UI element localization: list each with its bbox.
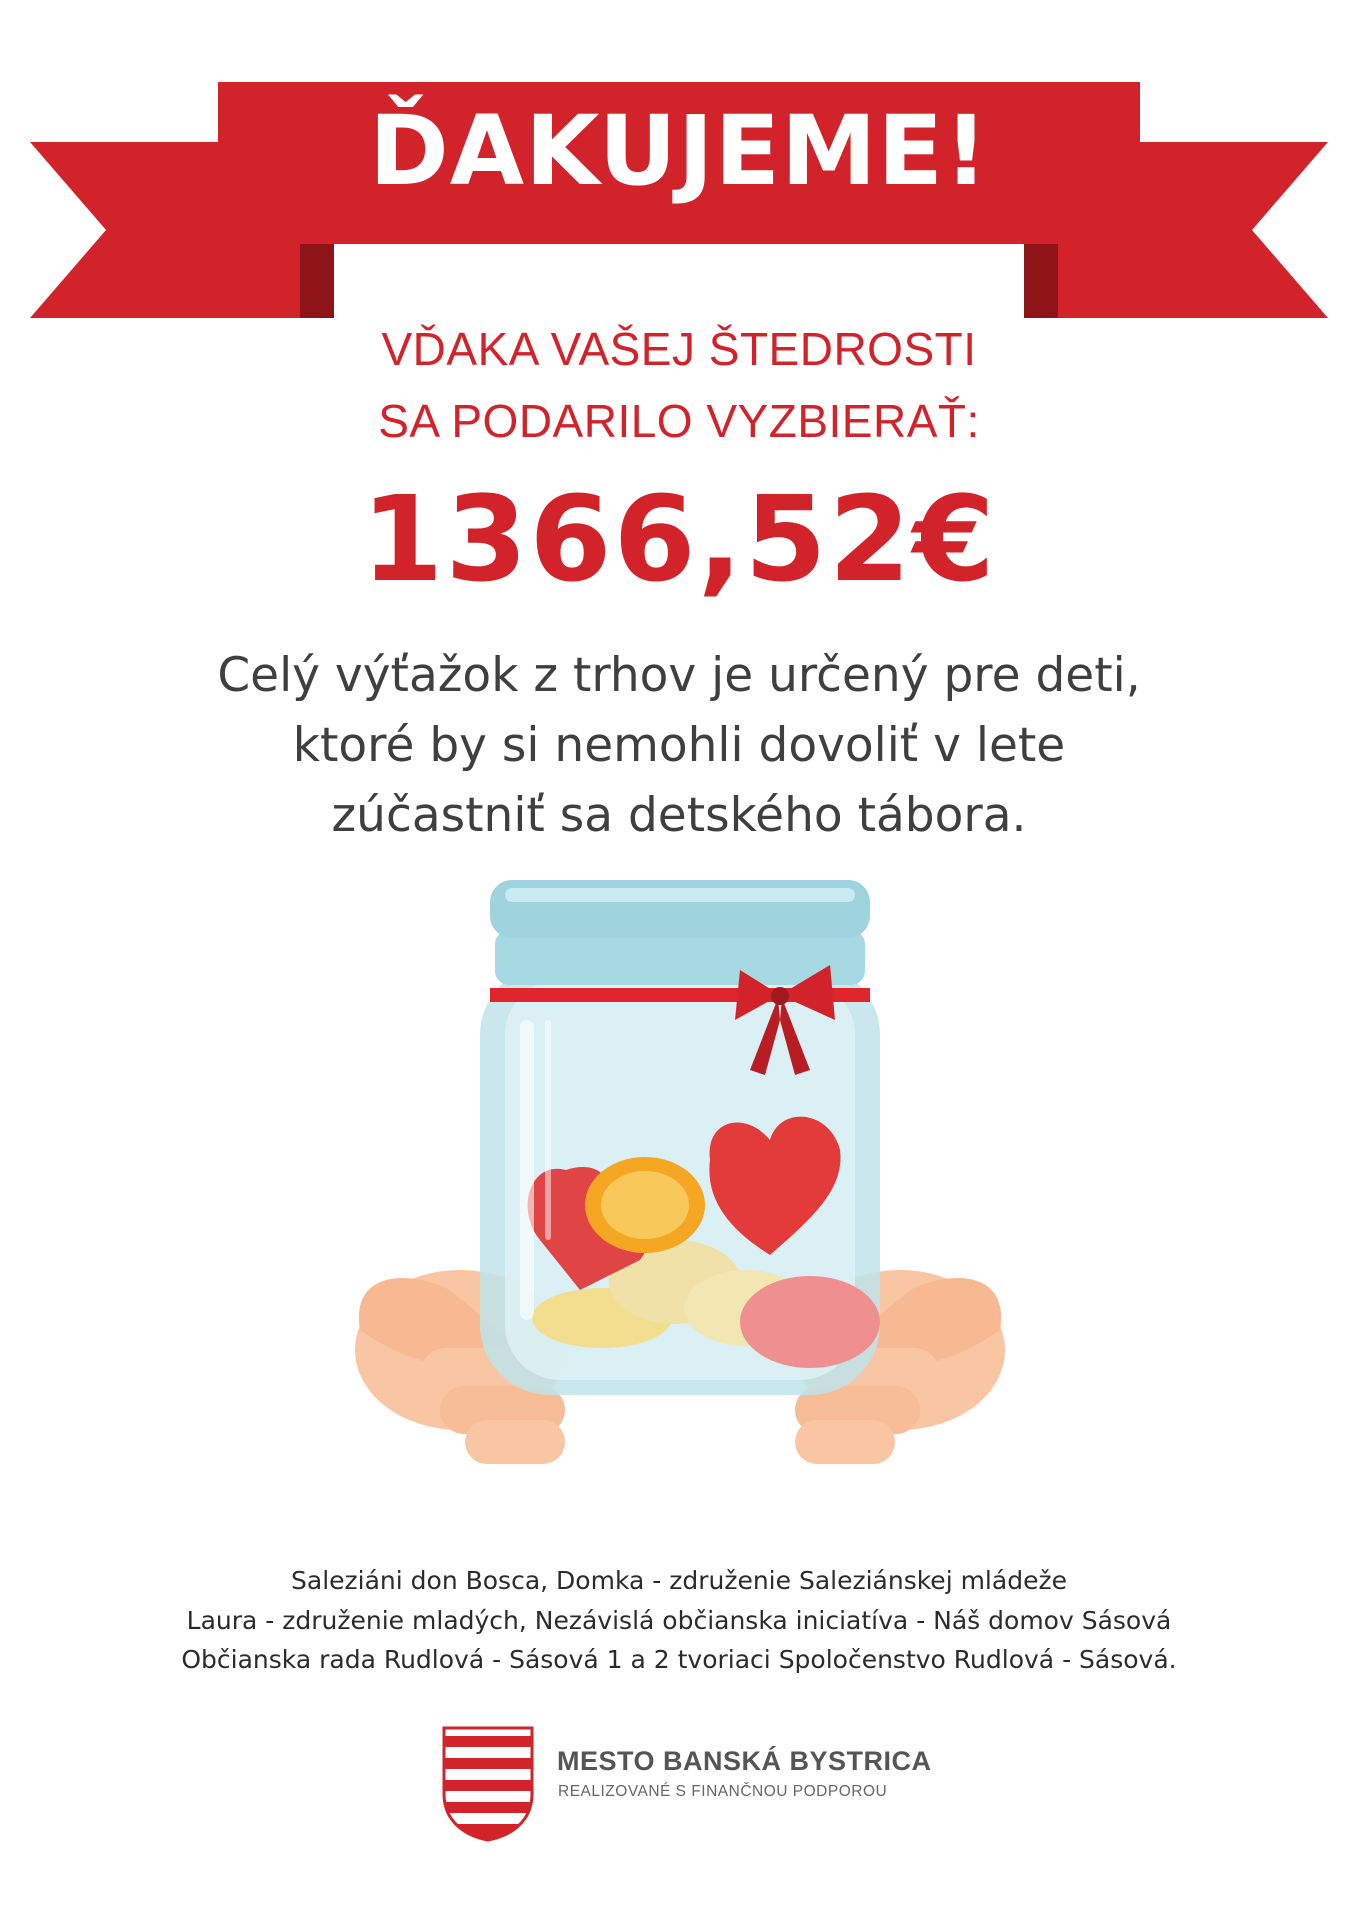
thanks-line-1: VĎAKA VAŠEJ ŠTEDROSTI <box>381 323 977 375</box>
sponsor-note: REALIZOVANÉ S FINANČNOU PODPOROU <box>558 1783 888 1800</box>
amount-collected: 1366,52€ <box>361 470 997 608</box>
description-line-1: Celý výťažok z trhov je určený pre deti, <box>217 648 1141 703</box>
organization-line-3: Občianska rada Rudlová - Sásová 1 a 2 tvoriaci Spoločenstvo Rudlová - Sásová. <box>181 1645 1177 1674</box>
banner-title: ĎAKUJEME! <box>369 95 989 207</box>
description-line-3: zúčastniť sa detského tábora. <box>331 788 1027 843</box>
banska-bystrica-coat-of-arms-icon <box>440 1724 536 1842</box>
sponsor-city-name: MESTO BANSKÁ BYSTRICA <box>557 1746 932 1776</box>
thanks-line-2: SA PODARILO VYZBIERAŤ: <box>378 395 980 447</box>
description-line-2: ktoré by si nemohli dovoliť v lete <box>292 718 1066 773</box>
organization-line-2: Laura - združenie mladých, Nezávislá občianska iniciatíva - Náš domov Sásová <box>186 1606 1172 1635</box>
hands-holding-jar-with-coins-and-hearts-icon <box>340 870 1020 1510</box>
organization-line-1: Saleziáni don Bosca, Domka - združenie Saleziánskej mládeže <box>291 1566 1067 1595</box>
